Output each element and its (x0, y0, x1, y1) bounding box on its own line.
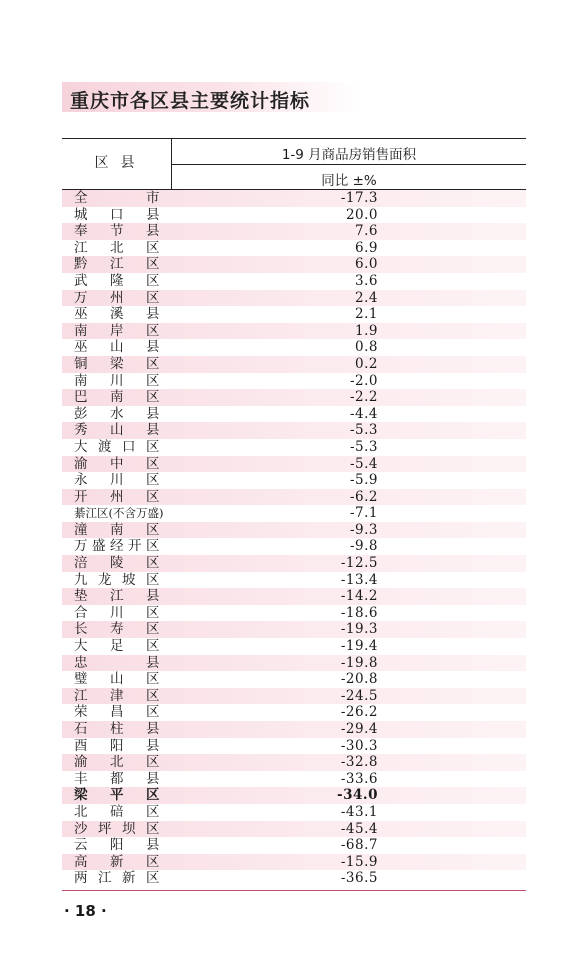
table-row (62, 190, 526, 207)
yoy-change-value: -9.3 (349, 521, 378, 538)
yoy-change-value: -13.4 (340, 571, 378, 588)
region-name: 南 川 区 (74, 372, 160, 389)
table-row (62, 821, 526, 838)
table-row (62, 787, 526, 804)
table-row (62, 671, 526, 688)
yoy-change-value: -4.4 (349, 405, 378, 422)
table-row (62, 256, 526, 273)
yoy-change-value: -19.4 (340, 638, 378, 655)
region-name: 全 市 (74, 190, 160, 206)
table-row (62, 472, 526, 489)
yoy-change-value: -29.4 (340, 721, 378, 737)
page-number: · 18 · (64, 902, 107, 920)
table-bottom-rule (62, 890, 526, 891)
region-name: 沙 坪 坝 区 (74, 820, 160, 837)
table-header-divider (172, 164, 526, 165)
table-row (62, 754, 526, 771)
region-name: 云 阳 县 (74, 837, 160, 854)
table-row (62, 555, 526, 572)
yoy-change-value: -2.2 (349, 389, 378, 406)
table-row (62, 738, 526, 755)
yoy-change-value: -12.5 (340, 555, 378, 572)
region-name: 长 寿 区 (74, 621, 160, 638)
region-name: 九 龙 坡 区 (74, 571, 160, 588)
table-row (62, 290, 526, 307)
column-header-unit: 同比 ±% (321, 173, 377, 189)
yoy-change-value: -43.1 (340, 803, 378, 820)
region-name: 彭 水 县 (74, 405, 160, 422)
region-name: 酉 阳 县 (74, 737, 160, 754)
yoy-change-value: -9.8 (349, 538, 378, 555)
yoy-change-value: -2.0 (349, 372, 378, 389)
region-name: 丰 都 县 (74, 770, 160, 787)
yoy-change-value: -5.4 (349, 455, 378, 472)
region-name: 铜 梁 区 (74, 355, 160, 372)
table-row (62, 306, 526, 323)
table-top-rule (62, 138, 526, 139)
table-row (62, 439, 526, 456)
yoy-change-value: -5.9 (349, 472, 378, 489)
region-name: 忠 县 (74, 654, 160, 671)
region-name: 渝 中 区 (74, 455, 160, 472)
table-row (62, 389, 526, 406)
table-row (62, 621, 526, 638)
region-name: 荣 昌 区 (74, 704, 160, 721)
column-header-metric: 1-9 月商品房销售面积 (281, 147, 417, 163)
table-row (62, 273, 526, 290)
region-name: 高 新 区 (74, 853, 160, 870)
region-name: 江 北 区 (74, 239, 160, 256)
table-row (62, 522, 526, 539)
yoy-change-value: -5.3 (349, 422, 378, 439)
region-name: 巴 南 区 (74, 389, 160, 406)
table-row (62, 422, 526, 439)
table-row (62, 538, 526, 555)
region-name: 城 口 县 (74, 206, 160, 223)
yoy-change-value: 2.1 (355, 306, 378, 323)
region-name: 潼 南 区 (74, 521, 160, 538)
yoy-change-value: -34.0 (337, 787, 378, 804)
region-name: 垫 江 县 (74, 588, 160, 605)
table-row (62, 339, 526, 356)
yoy-change-value: -30.3 (340, 737, 378, 754)
table-row (62, 688, 526, 705)
region-name: 梁 平 区 (74, 787, 160, 804)
region-name: 万 盛 经 开 区 (74, 538, 160, 555)
region-name: 合 川 区 (74, 604, 160, 621)
table-row (62, 588, 526, 605)
region-name: 綦江区(不含万盛) (74, 506, 164, 521)
column-header-region: 区县 (94, 155, 147, 171)
table-row (62, 721, 526, 738)
yoy-change-value: 0.2 (355, 355, 378, 372)
region-name: 涪 陵 区 (74, 555, 160, 572)
region-name: 大 渡 口 区 (74, 438, 160, 455)
yoy-change-value: -5.3 (349, 438, 378, 455)
region-name: 大 足 区 (74, 638, 160, 655)
data-table-body (62, 190, 526, 887)
table-row (62, 572, 526, 589)
table-row (62, 456, 526, 473)
table-row (62, 207, 526, 224)
table-row (62, 605, 526, 622)
yoy-change-value: -19.8 (340, 654, 378, 671)
yoy-change-value: 6.9 (355, 239, 378, 256)
yoy-change-value: 3.6 (355, 272, 378, 289)
table-row (62, 356, 526, 373)
yoy-change-value: -17.3 (340, 190, 378, 206)
table-row (62, 240, 526, 257)
yoy-change-value: -7.1 (349, 505, 378, 522)
table-row (62, 373, 526, 390)
table-row (62, 837, 526, 854)
region-name: 渝 北 区 (74, 754, 160, 771)
yoy-change-value: 7.6 (355, 223, 378, 240)
yoy-change-value: 2.4 (355, 289, 378, 306)
table-row (62, 704, 526, 721)
yoy-change-value: -20.8 (340, 671, 378, 688)
yoy-change-value: -68.7 (340, 837, 378, 854)
region-name: 江 津 区 (74, 687, 160, 704)
region-name: 开 州 区 (74, 488, 160, 505)
yoy-change-value: -26.2 (340, 704, 378, 721)
region-name: 巫 山 县 (74, 339, 160, 356)
yoy-change-value: -45.4 (340, 820, 378, 837)
table-row (62, 489, 526, 506)
region-name: 万 州 区 (74, 289, 160, 306)
yoy-change-value: -6.2 (349, 488, 378, 505)
region-name: 南 岸 区 (74, 322, 160, 339)
table-row (62, 406, 526, 423)
yoy-change-value: 6.0 (355, 256, 378, 273)
table-row (62, 771, 526, 788)
region-name: 石 柱 县 (74, 721, 160, 737)
page-title: 重庆市各区县主要统计指标 (70, 90, 311, 112)
yoy-change-value: -33.6 (340, 770, 378, 787)
table-row (62, 505, 526, 522)
table-row (62, 655, 526, 672)
yoy-change-value: -18.6 (340, 604, 378, 621)
table-row (62, 854, 526, 871)
table-row (62, 870, 526, 887)
region-name: 北 碚 区 (74, 803, 160, 820)
yoy-change-value: 1.9 (355, 322, 378, 339)
table-row (62, 638, 526, 655)
table-row (62, 223, 526, 240)
region-name: 永 川 区 (74, 472, 160, 489)
yoy-change-value: -15.9 (340, 853, 378, 870)
yoy-change-value: -14.2 (340, 588, 378, 605)
region-name: 巫 溪 县 (74, 306, 160, 323)
region-name: 奉 节 县 (74, 223, 160, 240)
region-name: 璧 山 区 (74, 671, 160, 688)
yoy-change-value: 20.0 (345, 206, 378, 223)
table-row (62, 804, 526, 821)
yoy-change-value: -19.3 (340, 621, 378, 638)
yoy-change-value: -32.8 (340, 754, 378, 771)
yoy-change-value: -36.5 (340, 870, 378, 887)
region-name: 两 江 新 区 (74, 870, 160, 887)
region-name: 黔 江 区 (74, 256, 160, 273)
yoy-change-value: -24.5 (340, 687, 378, 704)
region-name: 武 隆 区 (74, 272, 160, 289)
table-row (62, 323, 526, 340)
region-name: 秀 山 县 (74, 422, 160, 439)
yoy-change-value: 0.8 (355, 339, 378, 356)
